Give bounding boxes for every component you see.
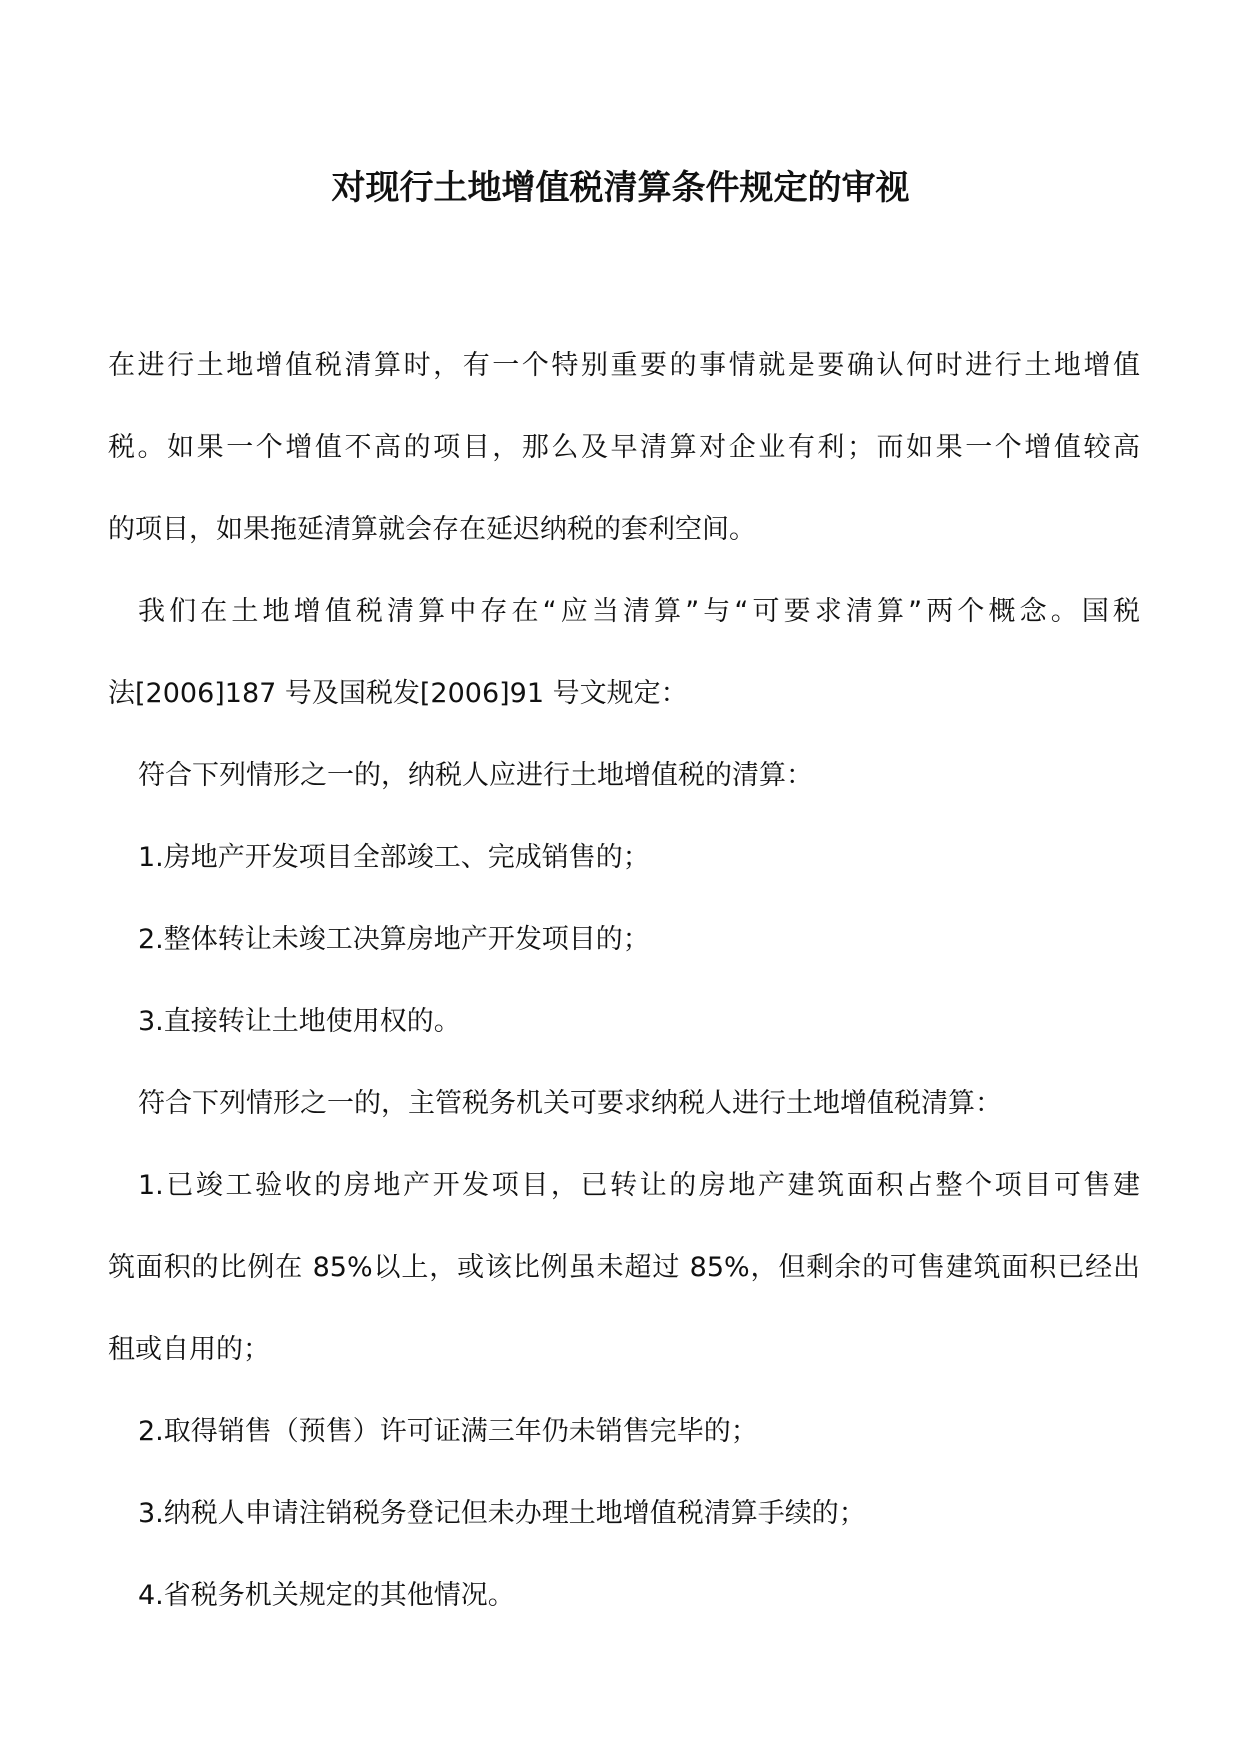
list-item: 1.房地产开发项目全部竣工、完成销售的； [138, 842, 650, 873]
list-item: 1.已竣工验收的房地产开发项目，已转让的房地产建筑面积占整个项目可售建 [138, 1170, 1140, 1201]
paragraph-line: 符合下列情形之一的，纳税人应进行土地增值税的清算： [138, 760, 813, 791]
paragraph-line: 符合下列情形之一的，主管税务机关可要求纳税人进行土地增值税清算： [138, 1088, 1002, 1119]
list-item: 3.纳税人申请注销税务登记但未办理土地增值税清算手续的； [138, 1498, 866, 1529]
list-item: 2.取得销售（预售）许可证满三年仍未销售完毕的； [138, 1416, 758, 1447]
list-item: 3.直接转让土地使用权的。 [138, 1006, 461, 1037]
paragraph-line: 的项目，如果拖延清算就会存在延迟纳税的套利空间。 [108, 514, 756, 545]
document-title: 对现行土地增值税清算条件规定的审视 [331, 168, 910, 208]
list-item-continuation: 筑面积的比例在 85%以上，或该比例虽未超过 85%，但剩余的可售建筑面积已经出 [108, 1252, 1140, 1283]
list-item: 2.整体转让未竣工决算房地产开发项目的； [138, 924, 650, 955]
list-item-continuation: 租或自用的； [108, 1334, 270, 1365]
paragraph-line: 我们在土地增值税清算中存在“应当清算”与“可要求清算”两个概念。国税 [138, 596, 1140, 627]
paragraph-line: 税。如果一个增值不高的项目，那么及早清算对企业有利；而如果一个增值较高 [108, 432, 1140, 463]
paragraph-line: 在进行土地增值税清算时，有一个特别重要的事情就是要确认何时进行土地增值 [108, 350, 1140, 381]
paragraph-line: 法[2006]187 号及国税发[2006]91 号文规定： [108, 678, 688, 709]
list-item: 4.省税务机关规定的其他情况。 [138, 1580, 515, 1611]
